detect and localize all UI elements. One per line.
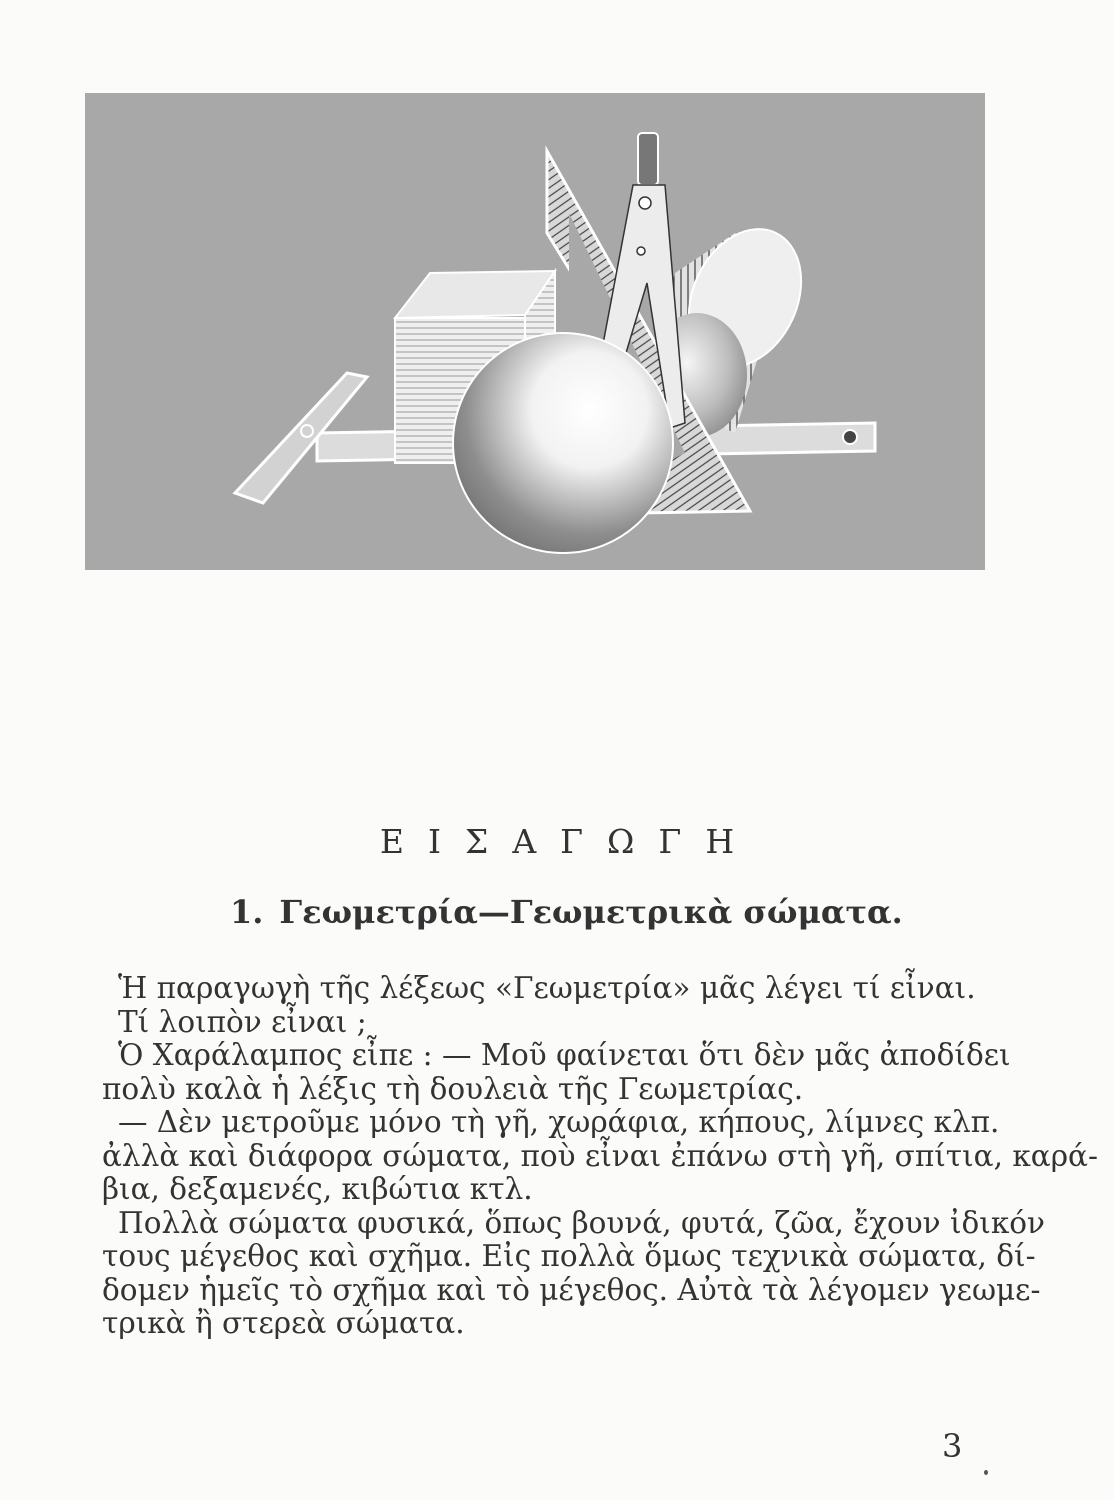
body-line: βια, δεξαμενές, κιβώτια κτλ.: [102, 1172, 533, 1206]
section-number: 1.: [230, 893, 264, 931]
section-heading: [230, 893, 903, 931]
body-line: Πολλὰ σώματα φυσικά, ὅπως βουνά, φυτά, ζῶα, ἔχουν ἰδικόν: [118, 1205, 1045, 1240]
chapter-title: ΕΙΣΑΓΩΓΗ: [379, 822, 759, 861]
body-text: [102, 971, 1098, 1341]
section-title: Γεωμετρία—Γεωμετρικὰ σώματα.: [279, 893, 903, 931]
print-mark: [984, 1470, 988, 1475]
body-line: — Δὲν μετροῦμε μόνο τὴ γῆ, χωράφια, κήπους, λίμνες κλπ.: [118, 1105, 1000, 1139]
body-line: δομεν ἡμεῖς τὸ σχῆμα καὶ τὸ μέγεθος. Αὐτὰ τὰ λέγομεν γεωμε-: [102, 1272, 1041, 1307]
page-number: 3: [942, 1427, 963, 1465]
body-line: ἀλλὰ καὶ διάφορα σώματα, ποὺ εἶναι ἐπάνω στὴ γῆ, σπίτια, καρά-: [102, 1138, 1098, 1173]
body-line: πολὺ καλὰ ἡ λέξις τὴ δουλειὰ τῆς Γεωμετρίας.: [102, 1071, 804, 1106]
body-line: τρικὰ ἢ στερεὰ σώματα.: [102, 1306, 465, 1340]
body-line: Τί λοιπὸν εἶναι ;: [118, 1004, 367, 1039]
body-line: Ἡ παραγωγὴ τῆς λέξεως «Γεωμετρία» μᾶς λέγει τί εἶναι.: [118, 971, 976, 1005]
body-line: τους μέγεθος καὶ σχῆμα. Εἰς πολλὰ ὅμως τεχνικὰ σώματα, δί-: [102, 1239, 1036, 1273]
geometry-instruments-illustration: [85, 93, 985, 570]
body-line: Ὁ Χαράλαμπος εἶπε : — Μοῦ φαίνεται ὅτι δὲν μᾶς ἀποδίδει: [118, 1038, 1011, 1072]
sphere-shape: [453, 333, 673, 553]
